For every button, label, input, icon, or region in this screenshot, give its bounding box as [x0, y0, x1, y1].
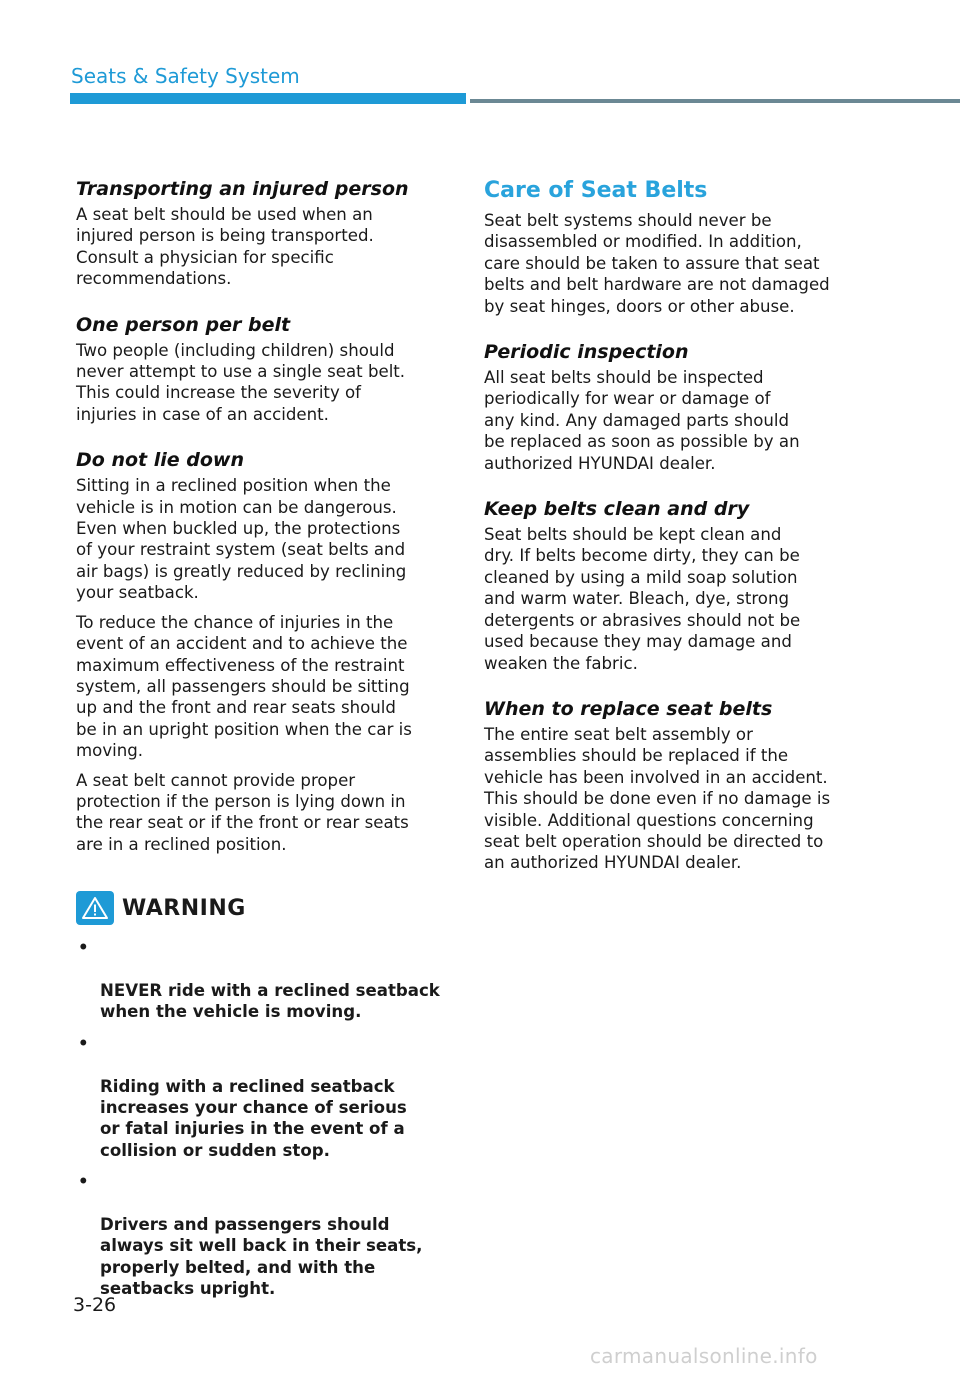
warning-header	[76, 891, 440, 925]
warning-item-text: Riding with a reclined seatback increases your chance of serious or fatal injuries in the event of a collision or sudden stop.	[100, 1076, 407, 1160]
text-periodic: All seat belts should be inspected periodically for wear or damage of any kind. Any damaged parts should be replaced as soon as possible by an authorized HYUNDAI dealer.	[484, 368, 800, 473]
text-keep-clean: Seat belts should be kept clean and dry. If belts become dirty, they can be cleaned by using a mild soap solution and warm water. Bleach, dye, strong detergents or abrasives should not be used because they may damage and weaken the fabric.	[484, 525, 801, 673]
warning-item	[76, 1033, 440, 1161]
warning-item-text: Drivers and passengers should always sit well back in their seats, properly belted, and with the seatbacks upright.	[100, 1215, 423, 1299]
heading-replace: When to replace seat belts	[484, 697, 773, 720]
warning-item	[76, 1171, 440, 1299]
section-header-title: Seats & Safety System	[71, 64, 300, 88]
bullet-icon: •	[78, 1172, 89, 1192]
text-transporting: A seat belt should be used when an injured person is being transported. Consult a physician for specific recommendations.	[76, 205, 374, 289]
text-one-person: Two people (including children) should never attempt to use a single seat belt. This could increase the severity of injuries in case of an accident.	[76, 340, 406, 424]
header-rule	[470, 99, 960, 103]
heading-transporting: Transporting an injured person	[76, 178, 409, 200]
text-care: Seat belt systems should never be disassembled or modified. In addition, care should be taken to assure that seat belts and belt hardware are not damaged by seat hinges, doors or other abuse.	[484, 211, 830, 316]
warning-list	[76, 937, 440, 1300]
text-replace: The entire seat belt assembly or assemblies should be replaced if the vehicle has been involved in an accident. This should be done even if no damage is visible. Additional questions concerning seat belt operation should be directed to an authorized HYUNDAI dealer.	[484, 724, 831, 873]
header-accent-bar	[70, 93, 466, 104]
text-lie-down-3: A seat belt cannot provide proper protection if the person is lying down in the rear seat or if the front or rear seats are in a reclined position.	[76, 770, 409, 854]
heading-care-of-seat-belts: Care of Seat Belts	[484, 178, 708, 203]
warning-item	[76, 937, 440, 1023]
page-number: 3-26	[73, 1294, 117, 1316]
right-column	[484, 176, 860, 896]
warning-label: WARNING	[122, 895, 246, 921]
text-lie-down-1: Sitting in a reclined position when the vehicle is in motion can be dangerous. Even when buckled up, the protections of your restraint system (seat belts and air bags) is greatly reduced by reclining your seatback.	[76, 476, 407, 603]
text-lie-down-2: To reduce the chance of injuries in the event of an accident and to achieve the maximum effectiveness of the restraint system, all passengers should be sitting up and the front and rear seats should be in an upright position when the car is moving.	[76, 612, 412, 761]
left-column	[76, 176, 440, 1310]
bullet-icon: •	[78, 938, 89, 958]
heading-one-person: One person per belt	[76, 313, 291, 336]
bullet-icon: •	[78, 1033, 89, 1053]
watermark: carmanualsonline.info	[590, 1344, 818, 1368]
heading-lie-down: Do not lie down	[76, 449, 244, 472]
warning-item-text: NEVER ride with a reclined seatback when the vehicle is moving.	[100, 980, 440, 1022]
warning-triangle-icon	[76, 891, 114, 925]
heading-periodic-inspection: Periodic inspection	[484, 341, 689, 364]
heading-keep-clean: Keep belts clean and dry	[484, 498, 750, 521]
